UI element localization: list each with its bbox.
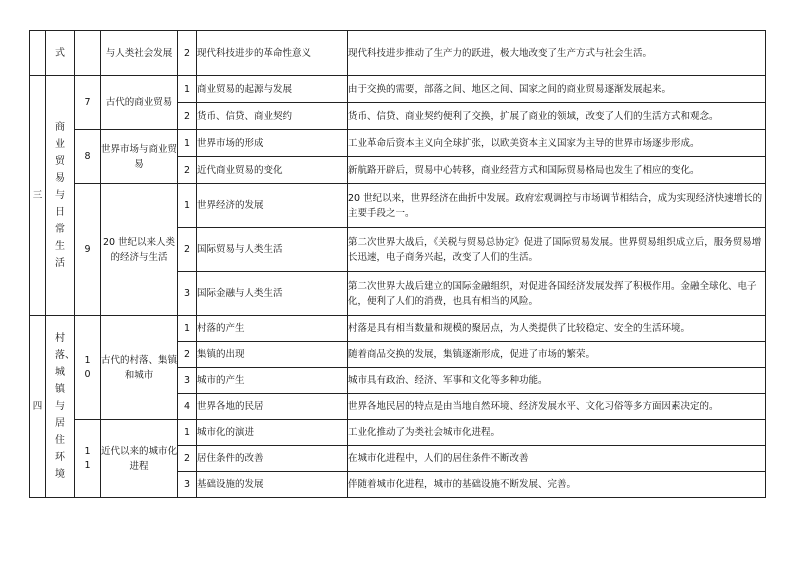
- item-number: 1: [178, 316, 197, 342]
- item-description: 在城市化进程中，人们的居住条件不断改善: [348, 446, 766, 472]
- item-description: 第二次世界大战后，《关税与贸易总协定》促进了国际贸易发展。世界贸易组织成立后，服务贸易增长迅速，电子商务兴起，改变了人们的生活。: [348, 228, 766, 272]
- unit-number: 7: [75, 76, 101, 130]
- item-description: 伴随着城市化进程，城市的基础设施不断发展、完善。: [348, 472, 766, 498]
- table-row: [30, 130, 766, 157]
- table-row: [30, 316, 766, 342]
- item-title: 国际贸易与人类生活: [197, 228, 348, 272]
- section-cell: [30, 31, 46, 76]
- unit-topic-cell: 与人类社会发展: [101, 31, 178, 76]
- item-number: 1: [178, 420, 197, 446]
- item-description: 货币、信贷、商业契约便利了交换，扩展了商业的领域，改变了人们的生活方式和观念。: [348, 103, 766, 130]
- table-row: [30, 31, 766, 76]
- unit-number: 9: [75, 184, 101, 316]
- item-number: 3: [178, 472, 197, 498]
- item-title: 近代商业贸易的变化: [197, 157, 348, 184]
- table-row: [30, 76, 766, 103]
- item-description: 第二次世界大战后建立的国际金融组织，对促进各国经济发展发挥了积极作用。金融全球化、电子化，便利了人们的消费，也具有相当的风险。: [348, 272, 766, 316]
- item-description: 世界各地民居的特点是由当地自然环境、经济发展水平、文化习俗等多方面因素决定的。: [348, 394, 766, 420]
- item-description: 现代科技进步推动了生产力的跃进，极大地改变了生产方式与社会生活。: [348, 31, 766, 76]
- item-number: 2: [178, 228, 197, 272]
- table-row: [30, 184, 766, 228]
- item-description: 随着商品交换的发展，集镇逐渐形成，促进了市场的繁荣。: [348, 342, 766, 368]
- item-number: 3: [178, 272, 197, 316]
- item-description: 城市具有政治、经济、军事和文化等多种功能。: [348, 368, 766, 394]
- section-number: 四: [30, 316, 46, 498]
- item-title: 集镇的出现: [197, 342, 348, 368]
- item-number: 1: [178, 130, 197, 157]
- table-row: [30, 420, 766, 446]
- item-title: 货币、信贷、商业契约: [197, 103, 348, 130]
- unit-topic: 近代以来的城市化进程: [101, 420, 178, 498]
- item-title: 世界市场的形成: [197, 130, 348, 157]
- unit-number: 8: [75, 130, 101, 184]
- item-title: 世界各地的民居: [197, 394, 348, 420]
- item-description: 由于交换的需要，部落之间、地区之间、国家之间的商业贸易逐渐发展起来。: [348, 76, 766, 103]
- item-title: 城市的产生: [197, 368, 348, 394]
- unit-number-cell: [75, 31, 101, 76]
- unit-number: 11: [75, 420, 101, 498]
- item-description: 村落是具有相当数量和规模的聚居点，为人类提供了比较稳定、安全的生活环境。: [348, 316, 766, 342]
- item-title: 基础设施的发展: [197, 472, 348, 498]
- item-description: 工业革命后资本主义向全球扩张，以欧美资本主义国家为主导的世界市场逐步形成。: [348, 130, 766, 157]
- unit-topic: 20 世纪以来人类的经济与生活: [101, 184, 178, 316]
- item-description: 新航路开辟后，贸易中心转移，商业经营方式和国际贸易格局也发生了相应的变化。: [348, 157, 766, 184]
- item-description: 工业化推动了为类社会城市化进程。: [348, 420, 766, 446]
- item-number: 2: [178, 31, 197, 76]
- item-title: 世界经济的发展: [197, 184, 348, 228]
- item-number: 1: [178, 184, 197, 228]
- module-title-cell: 式: [46, 31, 75, 76]
- item-title: 居住条件的改善: [197, 446, 348, 472]
- module-title: 商业贸易与日常生活: [46, 76, 75, 316]
- unit-topic: 古代的商业贸易: [101, 76, 178, 130]
- item-number: 3: [178, 368, 197, 394]
- unit-topic: 世界市场与商业贸易: [101, 130, 178, 184]
- item-number: 2: [178, 446, 197, 472]
- item-title: 国际金融与人类生活: [197, 272, 348, 316]
- item-number: 2: [178, 342, 197, 368]
- item-description: 20 世纪以来，世界经济在曲折中发展。政府宏观调控与市场调节相结合，成为实现经济快速增长的主要手段之一。: [348, 184, 766, 228]
- item-number: 2: [178, 103, 197, 130]
- item-title: 村落的产生: [197, 316, 348, 342]
- item-title: 城市化的演进: [197, 420, 348, 446]
- section-number: 三: [30, 76, 46, 316]
- curriculum-table: [29, 30, 766, 498]
- item-title: 现代科技进步的革命性意义: [197, 31, 348, 76]
- item-number: 4: [178, 394, 197, 420]
- item-number: 1: [178, 76, 197, 103]
- module-title: 村落、城镇与居住环境: [46, 316, 75, 498]
- item-number: 2: [178, 157, 197, 184]
- unit-topic: 古代的村落、集镇和城市: [101, 316, 178, 420]
- unit-number: 10: [75, 316, 101, 420]
- item-title: 商业贸易的起源与发展: [197, 76, 348, 103]
